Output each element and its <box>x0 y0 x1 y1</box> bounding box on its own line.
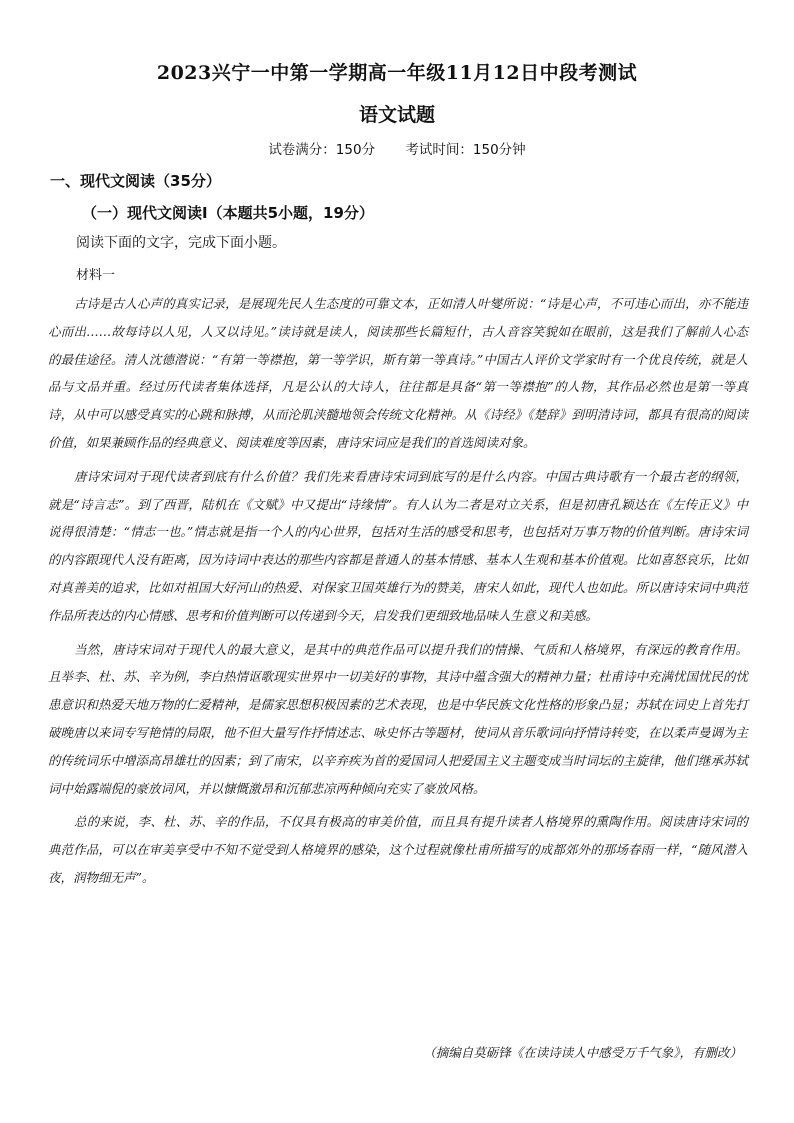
passage-paragraph-2: 唐诗宋词对于现代读者到底有什么价值？我们先来看唐诗宋词到底写的是什么内容。中国古典诗歌有一个最古老的纲领，就是“诗言志”。到了西晋，陆机在《文赋》中又提出“诗缘情”。有人认为二者是对立关系，但是初唐孔颖达在《左传正义》中说得很清楚：“情志一也。”情志就是指一个人的内心世界，包括对生活的感受和思考，也包括对万事万物的价值判断。唐诗宋词的内容跟现代人没有距离，因为诗词中表达的那些内容都是普通人的基本情感、基本人生观和基本价值观。比如喜怒哀乐，比如对真善美的追求，比如对祖国大好河山的热爱、对保家卫国英雄行为的赞美，唐宋人如此，现代人也如此。所以唐诗宋词中典范作品所表达的内心情感、思考和价值判断可以传递到今天，启发我们更细致地品味人生意义和美感。 <box>48 468 749 623</box>
exam-meta <box>0 138 794 158</box>
section-heading: 一、现代文阅读（35分） <box>50 172 221 190</box>
reading-passage <box>48 290 748 898</box>
instruction-text: 阅读下面的文字，完成下面小题。 <box>76 235 286 251</box>
passage-paragraph-1: 古诗是古人心声的真实记录，是展现先民人生态度的可靠文本，正如清人叶燮所说：“诗是心声，不可违心而出，亦不能违心而出……故每诗以人见，人又以诗见。”读诗就是读人，阅读那些长篇短什，古人音容笑貌如在眼前，这是我们了解前人心态的最佳途径。清人沈德潜说：“有第一等襟抱，第一等学识，斯有第一等真诗。”中国古人评价文学家时有一个优良传统，就是人品与文品并重。经过历代读者集体选择，凡是公认的大诗人，往往都是具备“第一等襟抱”的人物，其作品必然也是第一等真诗，从中可以感受真实的心跳和脉搏，从而沦肌浃髓地领会传统文化精神。从《诗经》《楚辞》到明清诗词，都具有很高的阅读价值，如果兼顾作品的经典意义、阅读难度等因素，唐诗宋词应是我们的首选阅读对象。 <box>48 296 748 450</box>
passage-paragraph-3: 当然，唐诗宋词对于现代人的最大意义，是其中的典范作品可以提升我们的情操、气质和人格境界，有深远的教育作用。且举李、杜、苏、辛为例，李白热情讴歌现实世界中一切美好的事物，其诗中蕴含强大的精神力量；杜甫诗中充满忧国忧民的忧患意识和热爱天地万物的仁爱精神，是儒家思想积极因素的艺术表现，也是中华民族文化性格的形象凸显；苏轼在词史上首先打破晚唐以来词专写艳情的局限，他不但大量写作抒情述志、咏史怀古等题材，使词从音乐歌词向抒情诗转变，在以柔声曼调为主的传统词乐中增添高昂雄壮的因素；到了南宋，以辛弃疾为首的爱国词人把爱国主义主题变成当时词坛的主旋律，他们继承苏轼词中始露端倪的豪放词风，并以慷慨激昂和沉郁悲凉两种倾向充实了豪放风格。 <box>48 641 749 796</box>
time-info: 考试时间：150分钟 <box>405 142 526 158</box>
section-subheading: （一）现代文阅读Ⅰ（本题共5小题，19分） <box>82 204 374 222</box>
score-info: 试卷满分：150分 <box>268 142 376 158</box>
exam-subtitle: 语文试题 <box>358 104 435 126</box>
source-citation: （摘编自莫砺锋《在读诗读人中感受万千气象》，有删改） <box>423 1045 742 1060</box>
material-label: 材料一 <box>76 268 116 283</box>
passage-paragraph-4: 总的来说，李、杜、苏、辛的作品，不仅具有极高的审美价值，而且具有提升读者人格境界的熏陶作用。阅读唐诗宋词的典范作品，可以在审美享受中不知不觉受到人格境界的感染，这个过程就像杜甫所描写的成都郊外的那场春雨一样，“随风潜入夜，润物细无声”。 <box>48 814 748 885</box>
exam-title: 2023兴宁一中第一学期高一年级11月12日中段考测试 <box>156 62 638 84</box>
